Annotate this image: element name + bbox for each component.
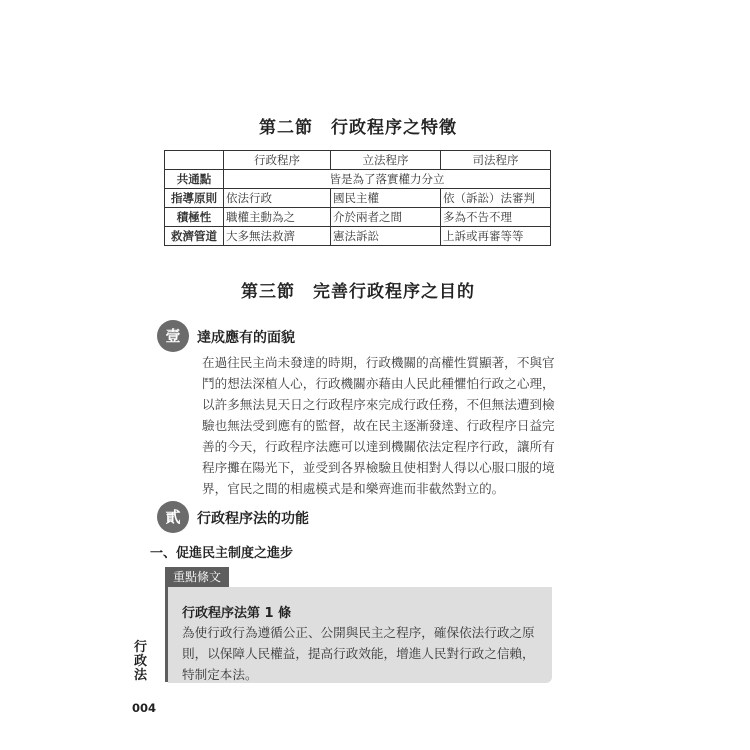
part-1-paragraph [202,352,562,499]
side-label-char: 政 [134,654,148,669]
paragraph-line: 善的今天，行政程序法應可以達到機關依法定程序行政，讓所有 [202,439,555,454]
table-row-label: 共通點 [165,170,224,189]
article-title: 行政程序法第 1 條 [182,606,292,621]
table-row [165,208,551,227]
page-number: 004 [132,701,157,715]
part-2-heading: 行政程序法的功能 [197,511,309,527]
part-1-badge: 壹 [157,320,189,352]
paragraph-line: 在過往民主尚未發達的時期，行政機關的高權性質顯著，不與官 [202,355,555,370]
table-row-label: 指導原則 [165,189,224,208]
paragraph-line: 以許多無法見天日之行政程序來完成行政任務，不但無法遭到檢 [202,397,555,412]
section-3-number: 第三節 [241,282,295,302]
table-header-row [165,151,551,170]
table-cell: 依（訴訟）法審判 [441,189,551,208]
article-line: 為使行政行為遵循公正、公開與民主之程序，確保依法行政之原 [182,625,535,640]
table-cell-merged: 皆是為了落實權力分立 [224,170,551,189]
section-2-number: 第二節 [259,118,313,138]
comparison-table [164,150,551,246]
key-article-tag-bar [165,587,168,682]
table-cell: 多為不告不理 [441,208,551,227]
side-label [134,641,148,683]
table-cell: 介於兩者之間 [331,208,441,227]
table-row [165,189,551,208]
paragraph-line: 程序攤在陽光下，並受到各界檢驗且使相對人得以心服口服的境 [202,460,555,475]
part-2-badge: 貳 [157,501,189,533]
paragraph-line: 驗也無法受到應有的監督，故在民主逐漸發達、行政程序日益完 [202,418,555,433]
table-cell: 憲法訴訟 [331,227,441,246]
table-header-cell [165,151,224,170]
section-2-title [0,113,716,138]
table-header-cell: 司法程序 [441,151,551,170]
table-header-cell: 立法程序 [331,151,441,170]
table-cell: 依法行政 [224,189,331,208]
table-header-cell: 行政程序 [224,151,331,170]
table-cell: 職權主動為之 [224,208,331,227]
table-cell: 大多無法救濟 [224,227,331,246]
table-cell: 上訴或再審等等 [441,227,551,246]
paragraph-line: 鬥的想法深植人心，行政機關亦藉由人民此種懼怕行政之心理， [202,376,555,391]
part-1-heading: 達成應有的面貌 [197,330,295,346]
side-label-char: 行 [134,640,148,655]
table-row [165,227,551,246]
section-3-text: 完善行政程序之目的 [313,282,475,302]
side-label-char: 法 [134,668,148,683]
section-3-title [0,277,716,302]
paragraph-line: 界，官民之間的相處模式是和樂齊進而非截然對立的。 [202,481,505,496]
article-text [182,622,547,685]
table-row-label: 救濟管道 [165,227,224,246]
table-row [165,170,551,189]
table-row-label: 積極性 [165,208,224,227]
article-line: 特制定本法。 [182,667,258,682]
key-article-tag: 重點條文 [165,567,229,587]
subheading: 一、促進民主制度之進步 [150,546,294,561]
article-line: 則，以保障人民權益，提高行政效能，增進人民對行政之信賴， [182,646,535,661]
section-2-text: 行政程序之特徵 [331,118,457,138]
table-cell: 國民主權 [331,189,441,208]
